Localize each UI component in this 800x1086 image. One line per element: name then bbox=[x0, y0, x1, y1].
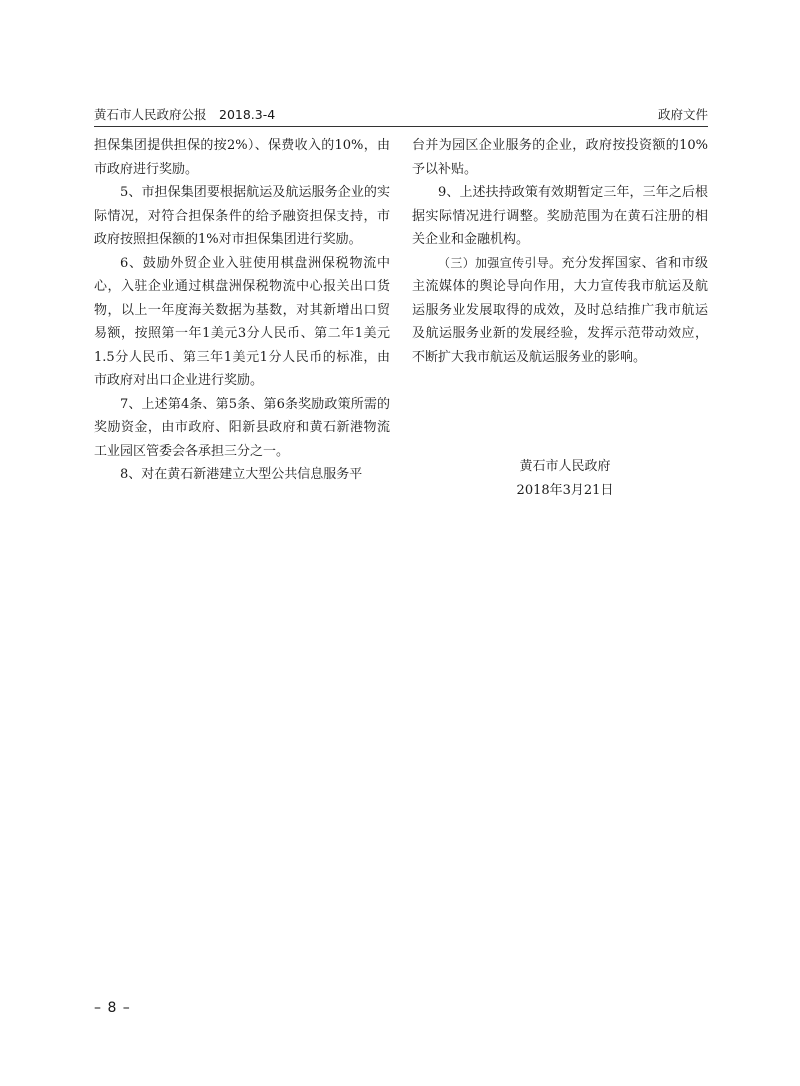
paragraph bbox=[412, 252, 708, 370]
publication-title: 黄石市人民政府公报 2018.3-4 bbox=[94, 107, 276, 122]
paragraph: 9、上述扶持政策有效期暂定三年，三年之后根据实际情况进行调整。奖励范围为在黄石注册的相关企业和金融机构。 bbox=[412, 185, 708, 247]
running-header bbox=[94, 104, 708, 126]
paragraph: 台并为园区企业服务的企业，政府按投资额的10%予以补贴。 bbox=[412, 138, 708, 177]
issue-date: 2018年3月21日 bbox=[516, 482, 614, 498]
header-divider bbox=[94, 126, 708, 127]
page-number: – 8 – bbox=[94, 1000, 131, 1016]
paragraph: 5、市担保集团要根据航运及航运服务企业的实际情况，对符合担保条件的给予融资担保支持，市政府按照担保额的1%对市担保集团进行奖励。 bbox=[94, 185, 390, 247]
section-heading: （三）加强宣传引导。 bbox=[438, 255, 562, 270]
right-column bbox=[412, 134, 708, 502]
paragraph: 7、上述第4条、第5条、第6条奖励政策所需的奖励资金，由市政府、阳新县政府和黄石新港物流工业园区管委会各承担三分之一。 bbox=[94, 396, 390, 459]
section-title: 政府文件 bbox=[657, 107, 708, 122]
signature-block bbox=[412, 455, 708, 502]
paragraph: 6、鼓励外贸企业入驻使用棋盘洲保税物流中心，入驻企业通过棋盘洲保税物流中心报关出口货物，以上一年度海关数据为基数，对其新增出口贸易额，按照第一年1美元3分人民币、第二年1美元1.5分人民币、第三年1美元1分人民币的标准，由市政府对出口企业进行奖励。 bbox=[94, 255, 390, 388]
paragraph: 8、对在黄石新港建立大型公共信息服务平 bbox=[120, 467, 363, 482]
issuing-organization: 黄石市人民政府 bbox=[519, 459, 611, 474]
paragraph-text: 充分发挥国家、省和市级主流媒体的舆论导向作用，大力宣传我市航运及航运服务业发展取得的成效，及时总结推广我市航运及航运服务业新的发展经验，发挥示范带动效应，不断扩大我市航运及航运服务业的影响。 bbox=[412, 255, 708, 365]
left-column bbox=[94, 134, 390, 487]
paragraph: 担保集团提供担保的按2%）、保费收入的10%，由市政府进行奖励。 bbox=[94, 138, 390, 177]
